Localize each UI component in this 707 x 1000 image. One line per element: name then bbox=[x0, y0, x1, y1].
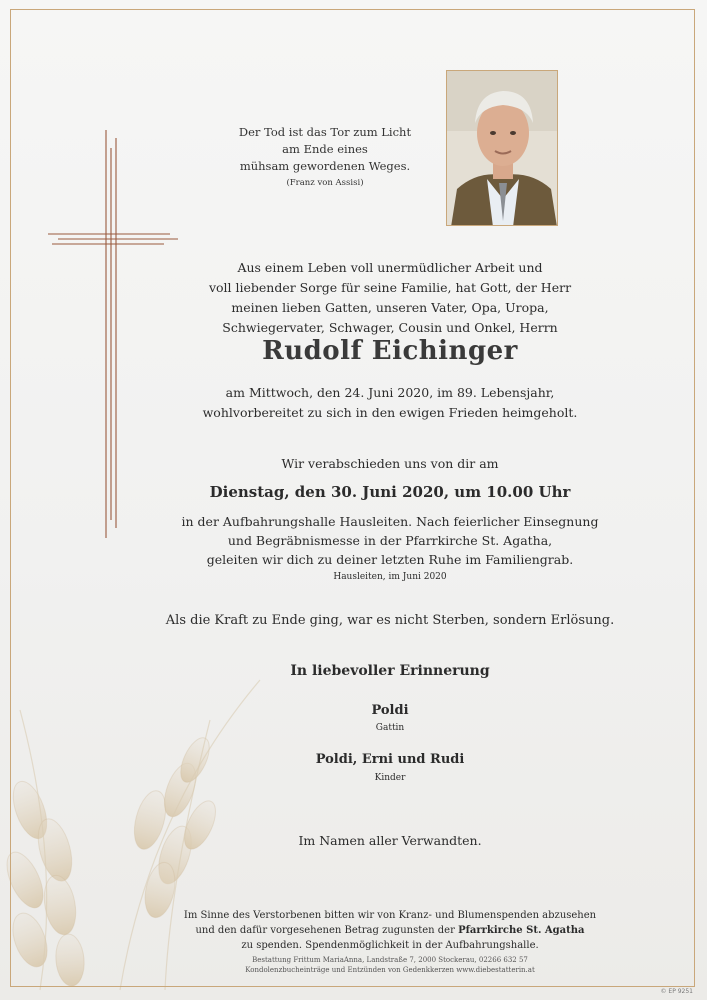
funeral-place bbox=[160, 512, 620, 569]
request-text: und den dafür vorgesehenen Betrag zugunsten der bbox=[195, 925, 459, 936]
request-line: zu spenden. Spendenmöglichkeit in der Aufbahrungshalle. bbox=[241, 940, 539, 951]
death-text bbox=[160, 383, 620, 423]
request-church: Pfarrkirche St. Agatha bbox=[458, 925, 585, 936]
motto-source: (Franz von Assisi) bbox=[286, 178, 364, 188]
intro-text bbox=[160, 258, 620, 338]
undertaker-line: Bestattung Frittum MariaAnna, Landstraße 7, 2000 Stockerau, 02266 632 57 bbox=[252, 956, 528, 964]
deceased-name: Rudolf Eichinger bbox=[262, 336, 518, 366]
print-code: © EP 9251 bbox=[660, 988, 693, 995]
undertaker-info bbox=[150, 955, 630, 975]
funeral-place-line: und Begräbnismesse in der Pfarrkirche St. Agatha, bbox=[227, 533, 553, 548]
relatives-line: Im Namen aller Verwandten. bbox=[298, 833, 482, 848]
motto bbox=[215, 124, 435, 192]
closing-quote: Als die Kraft zu Ende ging, war es nicht Sterben, sondern Erlösung. bbox=[165, 613, 615, 628]
cross-icon bbox=[48, 130, 178, 540]
intro-line: Aus einem Leben voll unermüdlicher Arbeit und bbox=[237, 260, 543, 275]
intro-line: voll liebender Sorge für seine Familie, hat Gott, der Herr bbox=[208, 280, 572, 295]
mourner-names: Poldi bbox=[371, 703, 409, 718]
death-line: am Mittwoch, den 24. Juni 2020, im 89. Lebensjahr, bbox=[225, 385, 555, 400]
mourner-relation: Kinder bbox=[374, 773, 406, 783]
donation-request bbox=[150, 908, 630, 953]
place-date: Hausleiten, im Juni 2020 bbox=[333, 572, 447, 582]
mourner-names: Poldi, Erni und Rudi bbox=[315, 752, 465, 767]
funeral-place-line: in der Aufbahrungshalle Hausleiten. Nach feierlicher Einsegnung bbox=[181, 514, 599, 529]
intro-line: Schwiegervater, Schwager, Cousin und Onkel, Herrn bbox=[222, 320, 558, 335]
request-line: Im Sinne des Verstorbenen bitten wir von Kranz- und Blumenspenden abzusehen bbox=[183, 910, 597, 921]
farewell-intro: Wir verabschieden uns von dir am bbox=[281, 456, 499, 471]
funeral-date: Dienstag, den 30. Juni 2020, um 10.00 Uhr bbox=[209, 483, 571, 501]
intro-line: meinen lieben Gatten, unseren Vater, Opa, Uropa, bbox=[231, 300, 549, 315]
portrait-photo bbox=[446, 70, 558, 226]
request-line bbox=[150, 923, 630, 938]
mourner-relation: Gattin bbox=[375, 723, 405, 733]
memory-heading: In liebevoller Erinnerung bbox=[290, 663, 490, 679]
death-line: wohlvorbereitet zu sich in den ewigen Frieden heimgeholt. bbox=[202, 405, 578, 420]
funeral-place-line: geleiten wir dich zu deiner letzten Ruhe im Familiengrab. bbox=[206, 552, 574, 567]
motto-line: Der Tod ist das Tor zum Licht bbox=[238, 125, 412, 139]
motto-line: mühsam gewordenen Weges. bbox=[239, 159, 411, 173]
undertaker-line: Kondolenzbucheinträge und Entzünden von Gedenkkerzen www.diebestatterin.at bbox=[245, 966, 535, 974]
motto-line: am Ende eines bbox=[282, 142, 368, 156]
